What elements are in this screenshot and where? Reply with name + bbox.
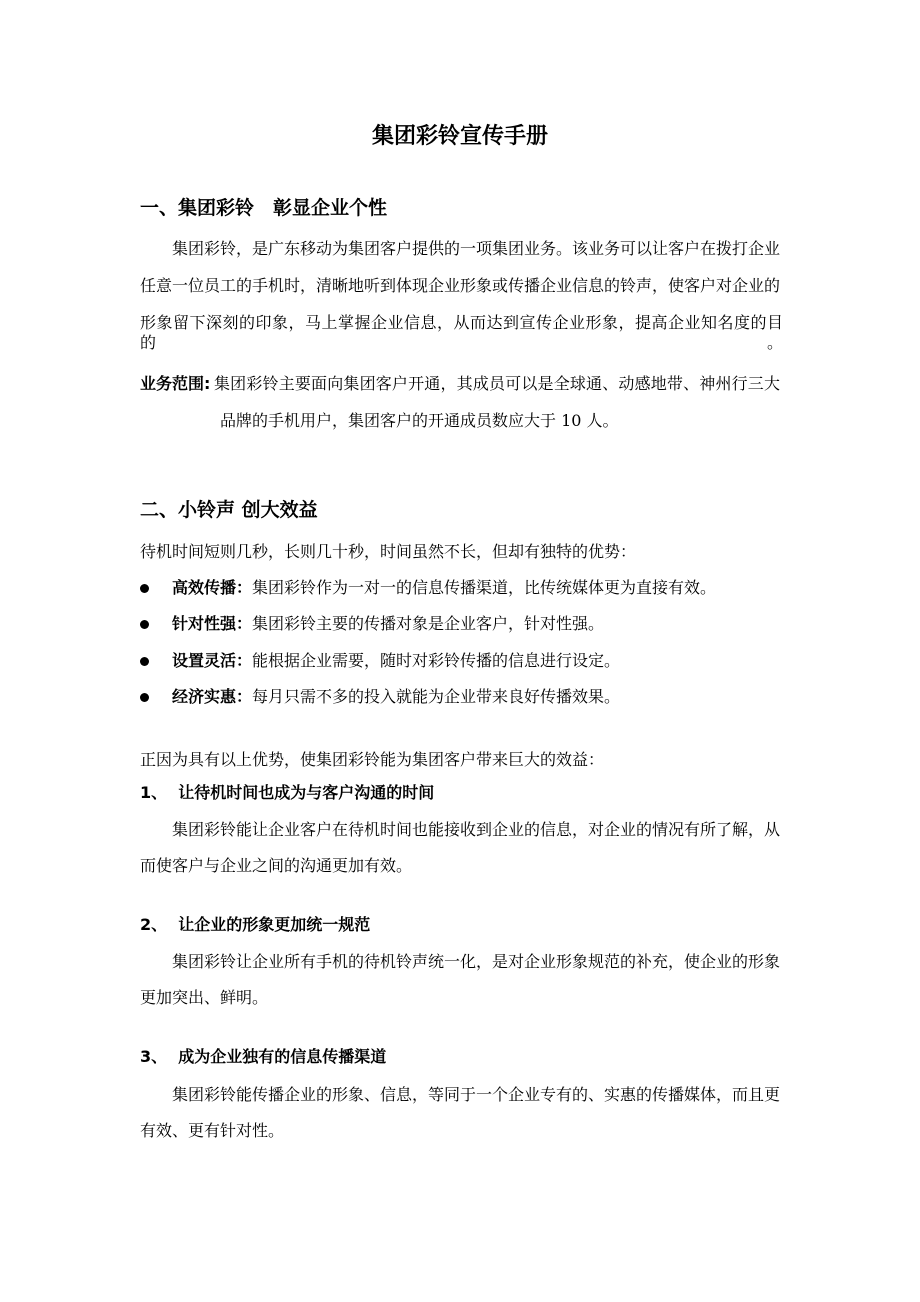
paragraph-line: 形象留下深刻的印象，马上掌握企业信息，从而达到宣传企业形象，提高企业知名度的目的。 — [140, 313, 783, 352]
bullet-text: 集团彩铃作为一对一的信息传播渠道，比传统媒体更为直接有效。 — [252, 578, 717, 597]
benefit-intro: 正因为具有以上优势，使集团彩铃能为集团客户带来巨大的效益： — [140, 750, 605, 769]
bullet-item — [172, 651, 620, 671]
paragraph-line: 任意一位员工的手机时，清晰地听到体现企业形象或传播企业信息的铃声，使客户对企业的 — [140, 276, 781, 295]
bullet-label: 针对性强： — [172, 614, 253, 633]
benefit-line: 集团彩铃能让企业客户在待机时间也能接收到企业的信息，对企业的情况有所了解，从 — [172, 820, 781, 839]
bullet-text: 能根据企业需要，随时对彩铃传播的信息进行设定。 — [252, 651, 621, 670]
bullet-item — [172, 614, 604, 634]
scope-label: 业务范围: — [140, 374, 211, 393]
bullet-label: 经济实惠： — [172, 687, 253, 706]
paragraph-line: 集团彩铃，是广东移动为集团客户提供的一项集团业务。该业务可以让客户在拨打企业 — [172, 239, 781, 258]
bullet-icon — [140, 657, 149, 666]
benefit-heading: 3、 成为企业独有的信息传播渠道 — [140, 1047, 387, 1066]
benefit-line: 集团彩铃让企业所有手机的待机铃声统一化，是对企业形象规范的补充，使企业的形象 — [172, 952, 781, 971]
bullet-icon — [140, 584, 149, 593]
scope-line: 品牌的手机用户，集团客户的开通成员数应大于 10 人。 — [220, 411, 619, 430]
bullet-item — [172, 687, 620, 707]
bullet-text: 集团彩铃主要的传播对象是企业客户，针对性强。 — [252, 614, 605, 633]
bullet-text: 每月只需不多的投入就能为企业带来良好传播效果。 — [252, 687, 621, 706]
benefit-line: 有效、更有针对性。 — [140, 1121, 285, 1140]
bullet-label: 设置灵活： — [172, 651, 253, 670]
benefit-line: 集团彩铃能传播企业的形象、信息，等同于一个企业专有的、实惠的传播媒体，而且更 — [172, 1085, 781, 1104]
section-2-heading: 二、小铃声 创大效益 — [140, 499, 318, 521]
section-1-heading: 一、集团彩铃 彰显企业个性 — [140, 197, 388, 219]
scope-line: 集团彩铃主要面向集团客户开通，其成员可以是全球通、动感地带、神州行三大 — [214, 374, 780, 393]
benefit-heading: 1、 让待机时间也成为与客户沟通的时间 — [140, 783, 435, 802]
bullet-item — [172, 578, 716, 598]
benefit-line: 更加突出、鲜明。 — [140, 988, 269, 1007]
section-2-intro: 待机时间短则几秒，长则几十秒，时间虽然不长，但却有独特的优势： — [140, 542, 637, 561]
bullet-label: 高效传播： — [172, 578, 253, 597]
bullet-icon — [140, 620, 149, 629]
benefit-line: 而使客户与企业之间的沟通更加有效。 — [140, 856, 413, 875]
bullet-icon — [140, 693, 149, 702]
document-title: 集团彩铃宣传手册 — [371, 124, 548, 149]
benefit-heading: 2、 让企业的形象更加统一规范 — [140, 915, 371, 934]
